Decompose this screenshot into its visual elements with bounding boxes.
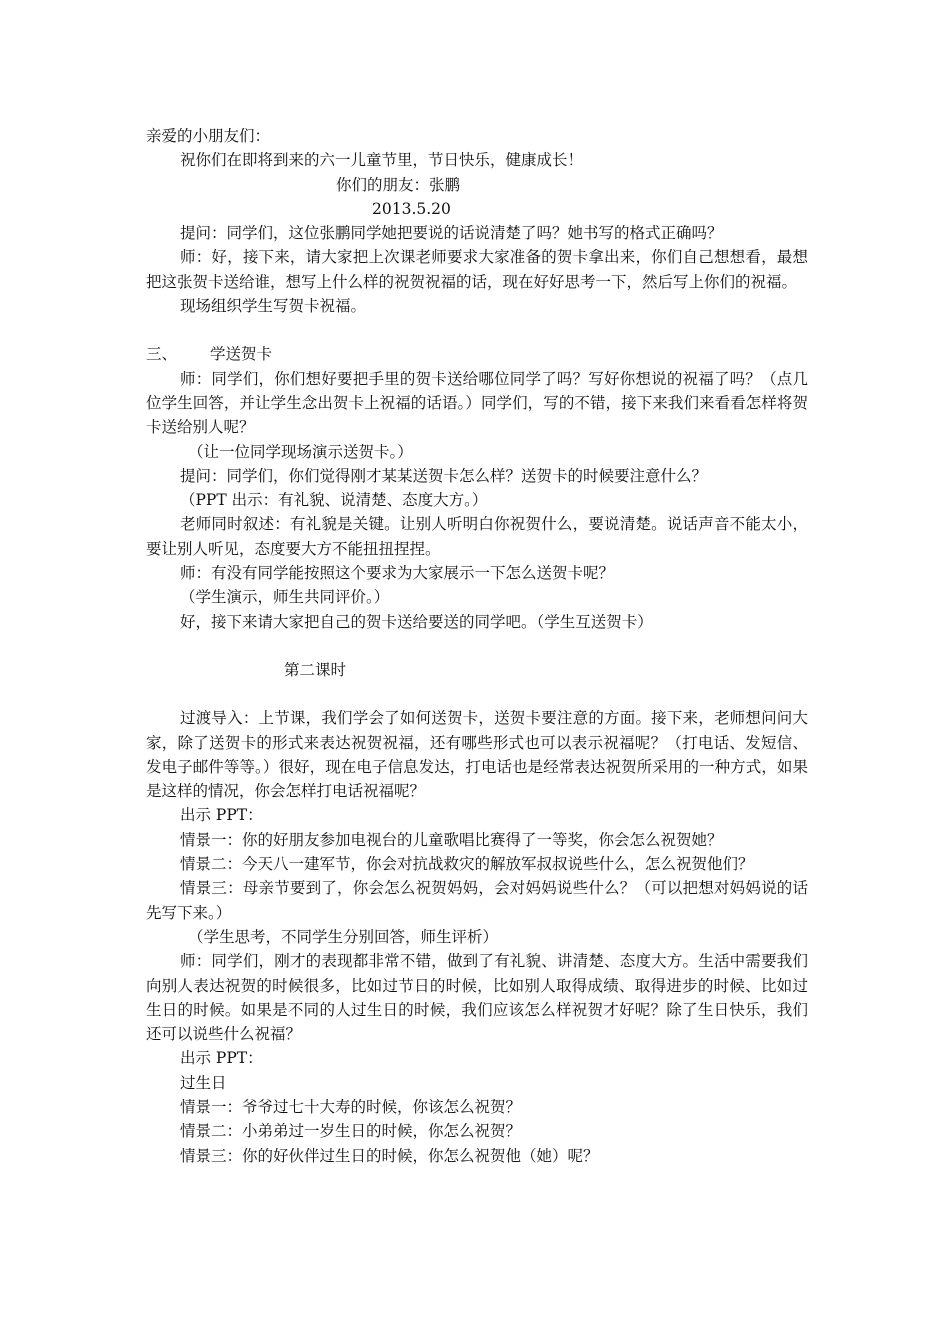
scenario-paragraph: 情景一：你的好朋友参加电视台的儿童歌唱比赛得了一等奖，你会怎么祝贺她？ xyxy=(180,830,723,849)
scenario-paragraph: 情景三：母亲节要到了，你会怎么祝贺妈妈，会对妈妈说些什么？（可以把想对妈妈说的话先写下来。） xyxy=(146,879,808,922)
section-number: 三、 xyxy=(146,345,178,364)
section-title: 学送贺卡 xyxy=(210,345,273,364)
scenario-paragraph: 情景二：今天八一建军节，你会对抗战救灾的解放军叔叔说些什么，怎么祝贺他们？ xyxy=(180,855,754,874)
ppt-paragraph: 出示 PPT： xyxy=(180,806,263,825)
question-paragraph: 提问：同学们，这位张鹏同学她把要说的话说清楚了吗？她书写的格式正确吗？ xyxy=(180,224,723,243)
wish-line: 祝你们在即将到来的六一儿童节里，节日快乐，健康成长！ xyxy=(180,151,584,170)
signature-line: 你们的朋友：张鹏 xyxy=(336,175,461,194)
ppt-paragraph: 出示 PPT： xyxy=(180,1049,263,1068)
organize-paragraph: 现场组织学生写贺卡祝福。 xyxy=(180,297,367,316)
note-paragraph: （学生演示，师生共同评价。） xyxy=(180,588,390,607)
date-line: 2013.5.20 xyxy=(372,199,451,218)
lesson-heading: 第二课时 xyxy=(284,660,347,679)
topic-line: 过生日 xyxy=(180,1073,227,1092)
note-paragraph: （让一位同学现场演示送贺卡。） xyxy=(188,442,413,461)
scenario-paragraph: 情景一：爷爷过七十大寿的时候，你该怎么祝贺？ xyxy=(180,1097,522,1116)
blank-line xyxy=(146,634,808,658)
teacher-paragraph: 师：好，接下来，请大家把上次课老师要求大家准备的贺卡拿出来，你们自己想想看，最想把这张贺卡送给谁，想写上什么样的祝贺祝福的话，现在好好思考一下，然后写上你们的祝福。 xyxy=(146,248,808,291)
section-heading xyxy=(146,342,808,366)
scenario-paragraph: 情景二：小弟弟过一岁生日的时候，你怎么祝贺？ xyxy=(180,1122,522,1141)
greeting-line: 亲爱的小朋友们： xyxy=(146,127,271,145)
teacher-paragraph: 师：同学们，你们想好要把手里的贺卡送给哪位同学了吗？写好你想说的祝福了吗？（点几位学生回答，并让学生念出贺卡上祝福的话语。）同学们，写的不错，接下来我们来看看怎样将贺卡送给别人呢？ xyxy=(146,369,808,437)
teacher-paragraph: 好，接下来请大家把自己的贺卡送给要送的同学吧。（学生互送贺卡） xyxy=(180,612,653,631)
question-paragraph: 提问：同学们，你们觉得刚才某某送贺卡怎么样？送贺卡的时候要注意什么？ xyxy=(180,466,708,485)
teacher-paragraph: 老师同时叙述：有礼貌是关键。让别人听明白你祝贺什么，要说清楚。说话声音不能太小，要让别人听见，态度要大方不能扭扭捏捏。 xyxy=(146,515,808,558)
note-paragraph: （学生思考，不同学生分别回答，师生评析） xyxy=(188,927,499,946)
blank-line xyxy=(146,682,808,706)
ppt-paragraph: （PPT 出示：有礼貌、说清楚、态度大方。） xyxy=(180,491,488,510)
intro-paragraph: 过渡导入：上节课，我们学会了如何送贺卡，送贺卡要注意的方面。接下来，老师想问问大家，除了送贺卡的形式来表达祝贺祝福，还有哪些形式也可以表示祝福呢？（打电话、发短信、发电子邮件等等。）很好，现在电子信息发达，打电话也是经常表达祝贺所采用的一种方式，如果是这样的情况，你会怎样打电话祝福呢？ xyxy=(146,709,808,801)
blank-line xyxy=(146,318,808,342)
scenario-paragraph: 情景三：你的好伙伴过生日的时候，你怎么祝贺他（她）呢？ xyxy=(180,1146,599,1165)
teacher-paragraph: 师：有没有同学能按照这个要求为大家展示一下怎么送贺卡呢？ xyxy=(180,564,615,583)
teacher-paragraph: 师：同学们，刚才的表现都非常不错，做到了有礼貌、讲清楚、态度大方。生活中需要我们向别人表达祝贺的时候很多，比如过节日的时候，比如别人取得成绩、取得进步的时候、比如过生日的时候。如果是不同的人过生日的时候，我们应该怎么样祝贺才好呢？除了生日快乐，我们还可以说些什么祝福？ xyxy=(146,952,808,1044)
